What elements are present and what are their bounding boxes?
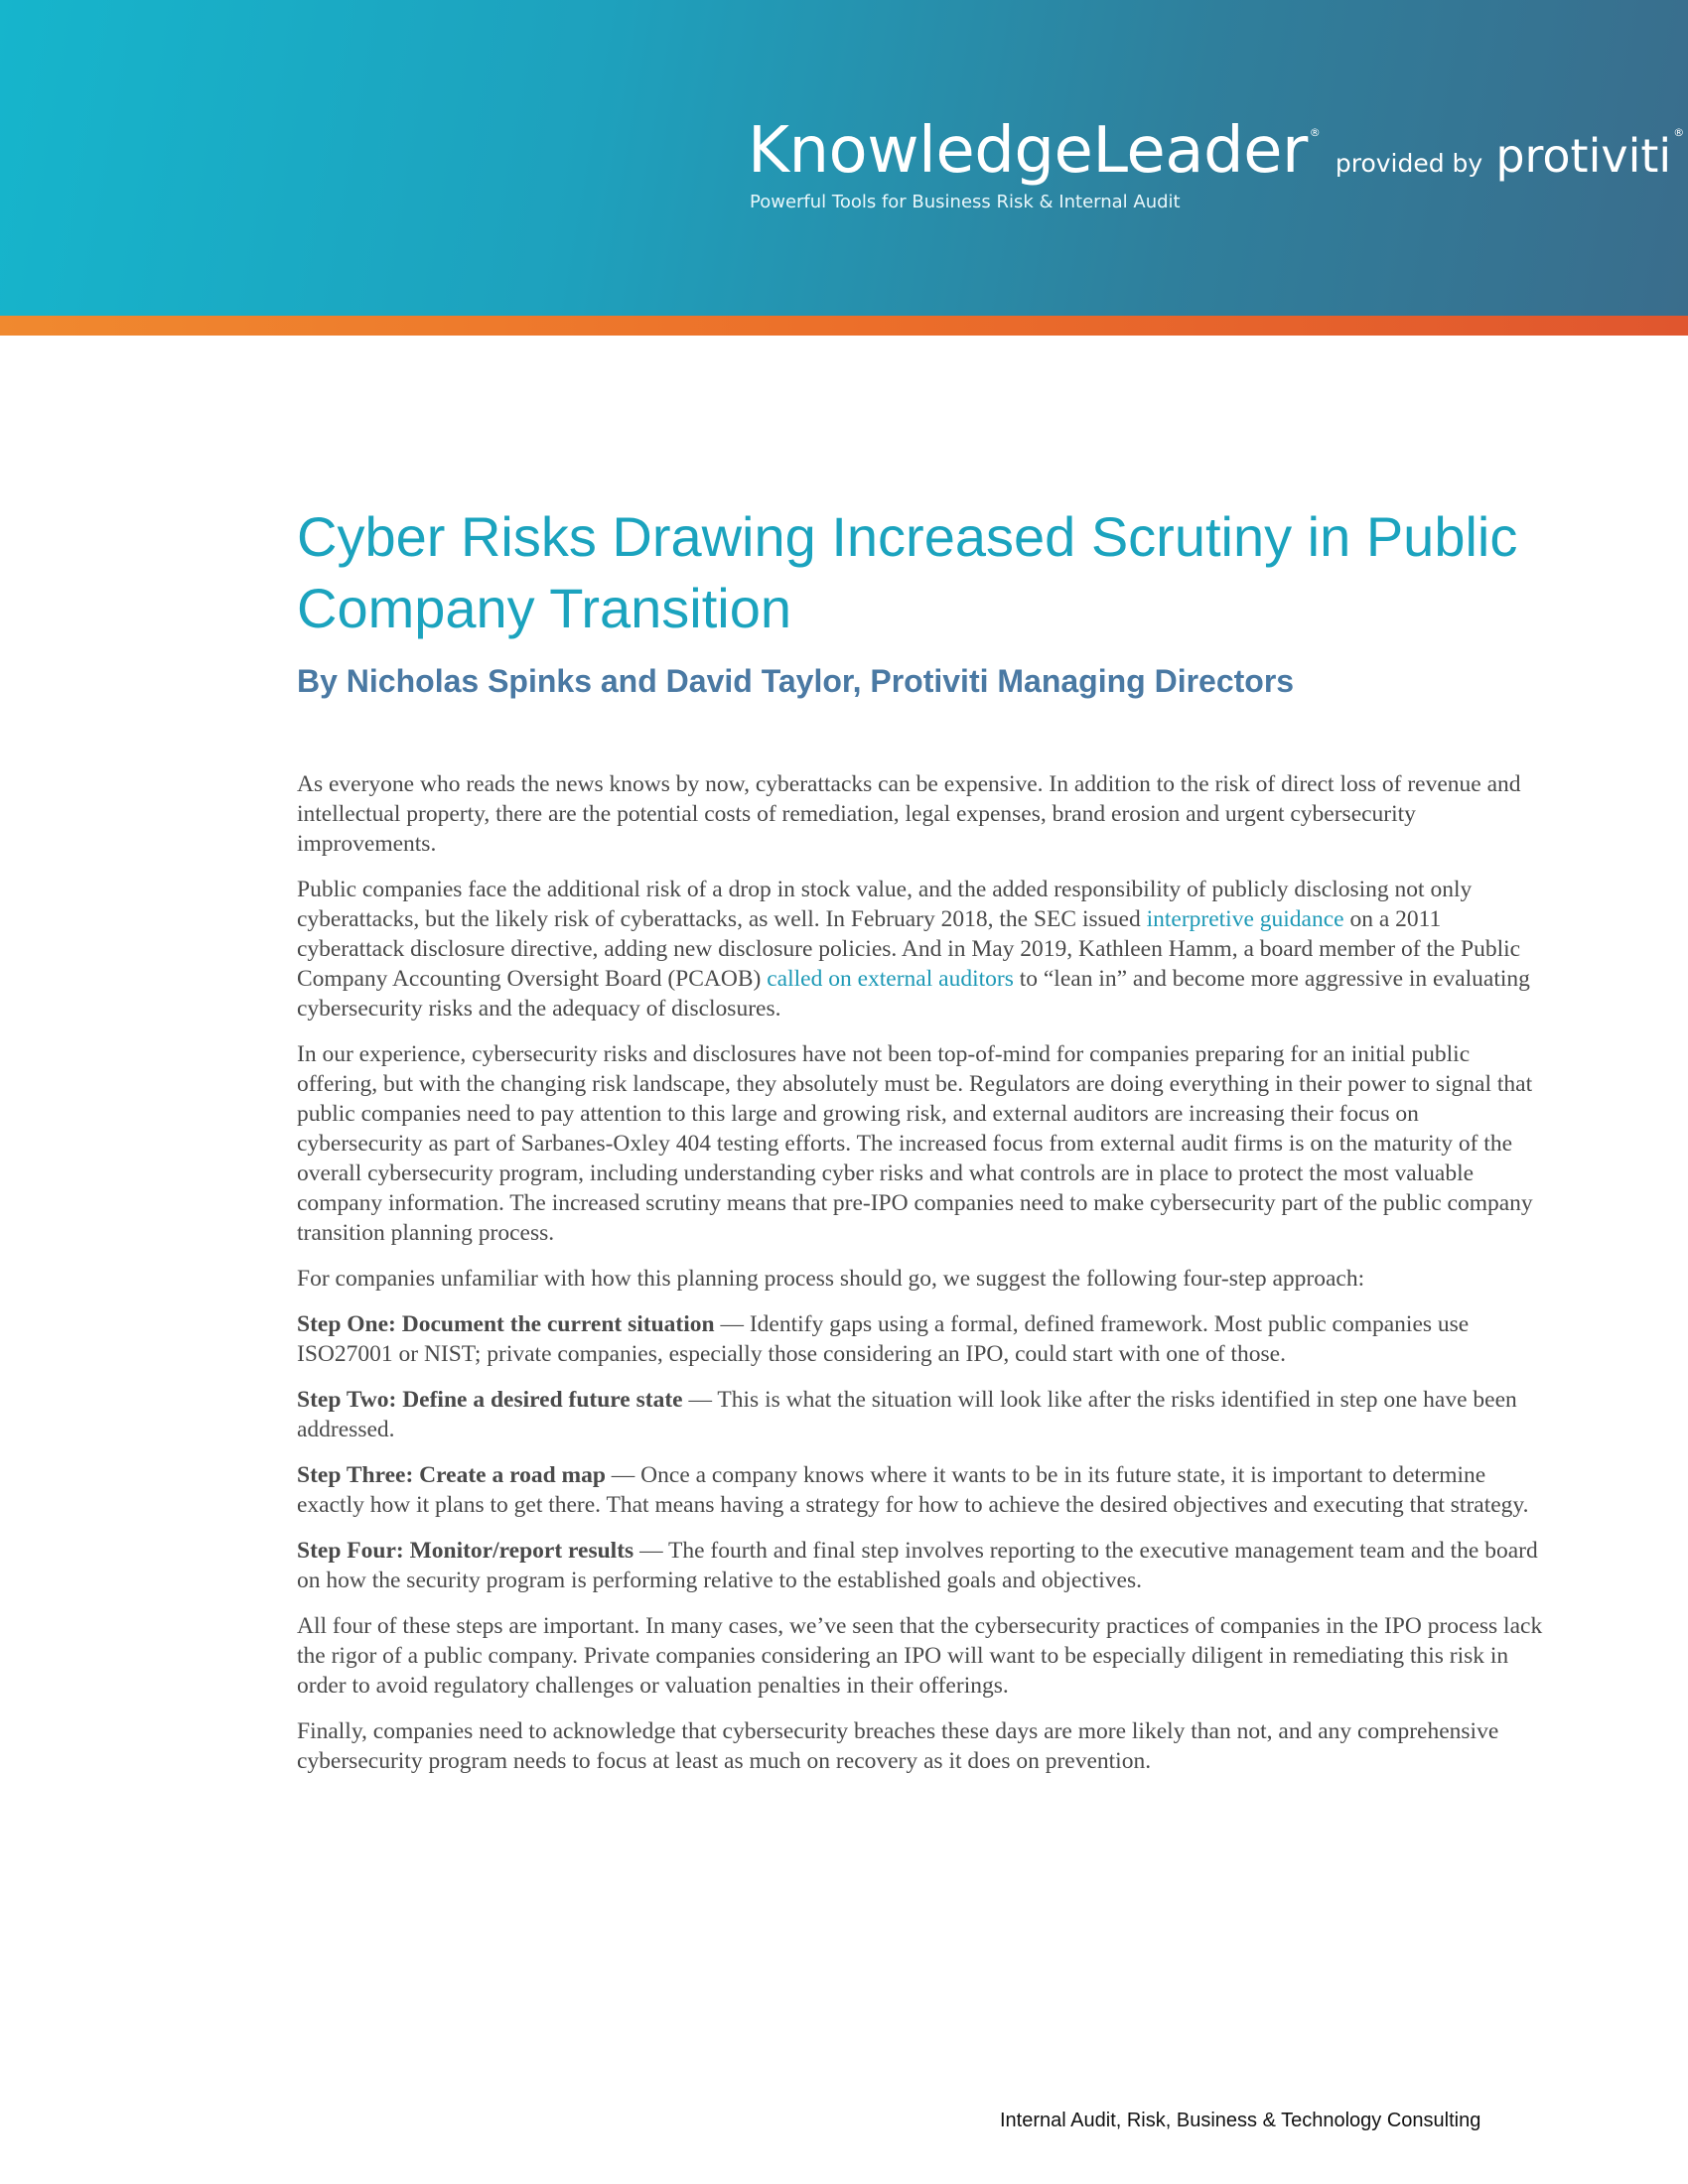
step-heading: Step One: Document the current situation [297, 1311, 715, 1337]
paragraph-text: to “lean in” and become more aggressive in evaluating cybersecurity risks and the adequacy of disclosures. [297, 966, 1530, 1022]
step-text: — The fourth and final step involves reporting to the executive management team and the board on how the security program is performing relative to the established goals and objectives. [297, 1538, 1538, 1593]
article-body [297, 769, 1546, 1792]
article-byline: By Nicholas Spinks and David Taylor, Protiviti Managing Directors [297, 663, 1295, 699]
brand-tagline: Powerful Tools for Business Risk & Internal Audit [750, 192, 1181, 212]
called-on-external-auditors-link[interactable]: called on external auditors [767, 966, 1014, 992]
page-footer: Internal Audit, Risk, Business & Technology Consulting [1000, 2110, 1481, 2131]
step-text: — Once a company knows where it wants to be in its future state, it is important to determine exactly how it plans to get there. That means having a strategy for how to achieve the desired objectives and executing that strategy. [297, 1462, 1529, 1518]
paragraph-steps-importance: All four of these steps are important. In many cases, we’ve seen that the cybersecurity practices of companies in the IPO process lack the rigor of a public company. Private companies considering an IPO will want to be especially diligent in remediating this risk in order to avoid regulatory challenges or valuation penalties in their offerings. [297, 1613, 1543, 1699]
step-four [297, 1536, 1546, 1595]
step-three [297, 1460, 1546, 1520]
paragraph-conclusion: Finally, companies need to acknowledge that cybersecurity breaches these days are more likely than not, and any comprehensive cybersecurity program needs to focus at least as much on recovery as it does on prevention. [297, 1718, 1499, 1774]
step-text: — This is what the situation will look like after the risks identified in step one have been addressed. [297, 1387, 1517, 1442]
article-title: Cyber Risks Drawing Increased Scrutiny in Public Company Transition [297, 505, 1518, 639]
step-one [297, 1309, 1546, 1369]
brand-name: KnowledgeLeader [748, 114, 1308, 188]
step-heading: Step Two: Define a desired future state [297, 1387, 683, 1413]
paragraph-experience: In our experience, cybersecurity risks and disclosures have not been top-of-mind for companies preparing for an initial public offering, but with the changing risk landscape, they absolutely must be. Regulators are doing everything in their power to signal that public companies need to pay attention to this large and growing risk, and external auditors are increasing their focus on cybersecurity as part of Sarbanes-Oxley 404 testing efforts. The increased focus from external audit firms is on the maturity of the overall cybersecurity program, including understanding cyber risks and what controls are in place to protect the most valuable company information. The increased scrutiny means that pre-IPO companies need to make cybersecurity part of the public company transition planning process. [297, 1041, 1533, 1246]
partner-name: protiviti [1495, 129, 1672, 183]
step-heading: Step Three: Create a road map [297, 1462, 606, 1488]
registered-mark: ® [1309, 126, 1321, 139]
step-text: — Identify gaps using a formal, defined framework. Most public companies use ISO27001 or NIST; private companies, especially those considering an IPO, could start with one of those. [297, 1311, 1470, 1367]
interpretive-guidance-link[interactable]: interpretive guidance [1146, 906, 1344, 932]
step-two [297, 1385, 1546, 1444]
header-accent-stripe [0, 316, 1688, 336]
paragraph-approach: For companies unfamiliar with how this planning process should go, we suggest the following four-step approach: [297, 1266, 1365, 1292]
paragraph-text: Public companies face the additional risk of a drop in stock value, and the added responsibility of publicly disclosing not only cyberattacks, but the likely risk of cyberattacks, as well. In February 2018, the SEC issued [297, 877, 1473, 932]
partner-registered-mark: ® [1673, 126, 1685, 139]
paragraph-public-companies [297, 875, 1546, 1024]
brand-logo [748, 114, 1684, 188]
step-heading: Step Four: Monitor/report results [297, 1538, 634, 1564]
paragraph-intro: As everyone who reads the news knows by now, cyberattacks can be expensive. In addition to the risk of direct loss of revenue and intellectual property, there are the potential costs of remediation, legal expenses, brand erosion and urgent cybersecurity improvements. [297, 771, 1521, 857]
provided-by-label: provided by [1335, 149, 1483, 178]
paragraph-text: on a 2011 cyberattack disclosure directive, adding new disclosure policies. And in May 2019, Kathleen Hamm, a board member of the Public Company Accounting Oversight Board (PCAOB) [297, 906, 1521, 992]
